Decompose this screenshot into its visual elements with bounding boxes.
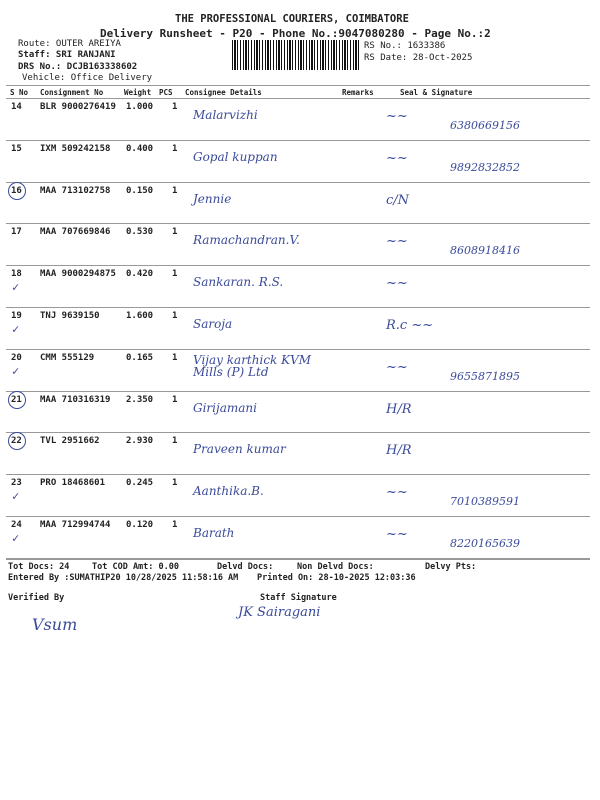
recipient-phone: 6380669156 (450, 119, 520, 132)
staff-label: Staff: SRI RANJANI (18, 50, 116, 60)
table-row (0, 224, 600, 266)
vehicle-label: Vehicle: Office Delivery (22, 73, 153, 83)
signature: ~~ (386, 276, 408, 292)
consignee-name: Vijay karthick KVM Mills (P) Ltd (193, 352, 312, 379)
row-consignment: PRO 18468601 (40, 478, 106, 489)
header-top-rule (6, 85, 590, 86)
rs-date: RS Date: 28-Oct-2025 (364, 53, 473, 63)
total-cod: Tot COD Amt: 0.00 (92, 562, 179, 572)
signature: ~~ (386, 109, 408, 124)
circle-mark (8, 432, 26, 450)
row-sno: 17 (11, 227, 22, 238)
table-row (0, 517, 600, 559)
circle-mark (8, 182, 26, 200)
table-row (0, 99, 600, 141)
row-sno: 21 (11, 394, 22, 405)
drs-number: DCJB163338602 (66, 62, 138, 72)
drs-label (18, 62, 137, 72)
row-pcs: 1 (172, 520, 178, 530)
row-sno: 19 (11, 311, 22, 321)
row-pcs: 1 (172, 311, 178, 321)
signature: H/R (386, 443, 412, 459)
recipient-phone: 9892832852 (450, 160, 520, 174)
col-weight: Weight (124, 88, 152, 97)
check-icon: ✓ (12, 363, 20, 378)
row-consignment: TNJ 9639150 (40, 311, 100, 321)
non-delivered-docs: Non Delvd Docs: (297, 562, 374, 572)
table-row (0, 183, 600, 225)
runsheet-title: Delivery Runsheet - P20 - Phone No.:9047080280 - Page No.:2 (100, 27, 491, 40)
row-consignment: IXM 509242158 (40, 143, 111, 154)
signature: ~~ (386, 485, 408, 501)
row-pcs: 1 (172, 102, 178, 112)
signature: ~~ (386, 359, 408, 375)
row-sno: 22 (11, 436, 22, 447)
consignee-name: Malarvizhi (193, 108, 258, 122)
consignee-name: Ramachandran.V. (193, 233, 300, 248)
recipient-phone: 8608918416 (450, 244, 520, 258)
row-weight: 0.245 (126, 478, 154, 489)
consignee-name: Aanthika.B. (193, 484, 264, 499)
verified-signature: Vsum (32, 615, 78, 634)
row-sno: 16 (11, 185, 22, 196)
consignee-name: Gopal kuppan (193, 149, 278, 164)
delivered-docs: Delvd Docs: (217, 562, 274, 572)
row-pcs: 1 (172, 436, 178, 447)
row-consignment: MAA 710316319 (40, 394, 111, 405)
row-sno: 23 (11, 478, 22, 489)
recipient-phone: 9655871895 (450, 369, 520, 383)
recipient-phone: 8220165639 (450, 537, 520, 550)
row-consignment: MAA 713102758 (40, 185, 111, 196)
row-weight: 0.400 (126, 143, 154, 154)
row-weight: 1.000 (126, 102, 154, 112)
col-sno: S No (10, 88, 29, 97)
table-row (0, 350, 600, 392)
col-seal: Seal & Signature (400, 88, 473, 97)
row-pcs: 1 (172, 185, 178, 196)
row-sno: 15 (11, 143, 22, 154)
check-icon: ✓ (12, 531, 20, 545)
row-pcs: 1 (172, 269, 178, 280)
row-weight: 0.530 (126, 227, 154, 238)
consignee-name: Barath (193, 526, 235, 540)
staff-signature: JK Sairagani (238, 605, 321, 620)
total-docs: Tot Docs: 24 (8, 562, 70, 572)
check-icon: ✓ (12, 322, 20, 336)
staff-signature-label: Staff Signature (260, 593, 337, 603)
row-weight: 0.420 (126, 269, 154, 280)
row-consignment: MAA 712994744 (40, 520, 111, 530)
printed-on: Printed On: 28-10-2025 12:03:36 (257, 573, 416, 583)
company-title: THE PROFESSIONAL COURIERS, COIMBATORE (175, 13, 409, 25)
consignee-name: Saroja (193, 317, 233, 331)
signature: ~~ (386, 527, 408, 542)
row-weight: 0.150 (126, 185, 154, 196)
row-pcs: 1 (172, 478, 178, 489)
row-pcs: 1 (172, 143, 178, 154)
consignee-name: Girijamani (193, 400, 257, 415)
row-consignment: MAA 707669846 (40, 227, 111, 238)
row-weight: 2.350 (126, 394, 154, 405)
col-consignee: Consignee Details (185, 88, 262, 97)
consignee-name: Praveen kumar (193, 442, 286, 457)
check-icon: ✓ (12, 489, 20, 504)
row-weight: 0.165 (126, 352, 154, 363)
table-row (0, 392, 600, 434)
verified-by-label: Verified By (8, 593, 65, 603)
row-consignment: CMM 555129 (40, 352, 95, 363)
delivery-points: Delvy Pts: (425, 562, 477, 572)
signature: ~~ (386, 234, 408, 250)
circle-mark (8, 391, 26, 409)
row-pcs: 1 (172, 394, 178, 405)
route-label: Route: OUTER AREIYA (18, 39, 121, 49)
table-row (0, 141, 600, 183)
row-sno: 14 (11, 102, 22, 112)
consignee-name: Jennie (193, 191, 232, 206)
barcode (232, 40, 360, 70)
table-row (0, 433, 600, 475)
col-remarks: Remarks (342, 88, 374, 97)
row-pcs: 1 (172, 227, 178, 238)
signature: ~~ (386, 150, 408, 166)
signature: R.c ~~ (386, 318, 434, 333)
row-consignment: MAA 9000294875 (40, 269, 116, 280)
table-row (0, 475, 600, 517)
col-consignment: Consignment No (40, 88, 104, 97)
drs-label-text: DRS No.: (18, 62, 62, 72)
row-sno: 24 (11, 520, 22, 530)
signature: c/N (386, 192, 410, 208)
row-weight: 0.120 (126, 520, 154, 530)
row-sno: 18 (11, 269, 22, 280)
row-weight: 2.930 (126, 436, 154, 447)
row-consignment: TVL 2951662 (40, 436, 100, 447)
row-weight: 1.600 (126, 311, 154, 321)
col-pcs: PCS (159, 88, 173, 97)
entered-by: Entered By :SUMATHIP20 10/28/2025 11:58:16 AM (8, 573, 239, 583)
table-row (0, 308, 600, 350)
row-consignment: BLR 9000276419 (40, 102, 116, 112)
row-sno: 20 (11, 352, 22, 363)
table-row (0, 266, 600, 308)
row-pcs: 1 (172, 352, 178, 363)
recipient-phone: 7010389591 (450, 495, 520, 509)
rs-number: RS No.: 1633386 (364, 41, 446, 51)
signature: H/R (386, 401, 412, 417)
check-icon: ✓ (12, 280, 20, 295)
consignee-name: Sankaran. R.S. (193, 275, 284, 290)
footer-rule (6, 559, 590, 560)
